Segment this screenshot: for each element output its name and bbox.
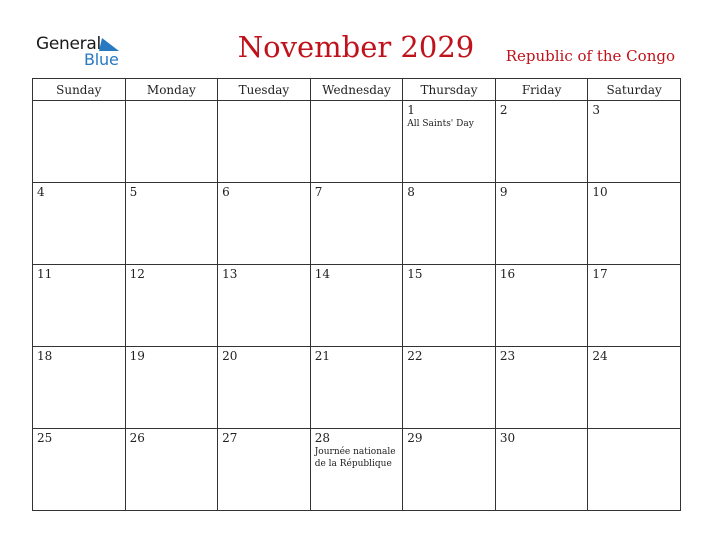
day-number: 17 — [592, 267, 608, 281]
day-number: 28 — [314, 431, 330, 445]
weekday-header: Wednesday — [310, 79, 403, 101]
day-cell — [33, 183, 126, 265]
day-cell — [588, 347, 681, 429]
holiday-label: All Saints' Day — [407, 119, 474, 129]
week-row — [33, 183, 681, 265]
day-cell — [125, 347, 218, 429]
week-row — [33, 265, 681, 347]
day-number: 7 — [314, 185, 323, 199]
day-cell — [495, 429, 588, 511]
day-cell — [33, 101, 126, 183]
day-number: 24 — [592, 349, 608, 363]
day-cell — [33, 429, 126, 511]
day-cell — [588, 265, 681, 347]
day-number: 4 — [37, 185, 45, 199]
day-number: 14 — [314, 267, 330, 281]
weekday-header: Tuesday — [218, 79, 311, 101]
day-number: 1 — [407, 103, 415, 117]
day-cell — [403, 429, 496, 511]
day-cell — [403, 347, 496, 429]
day-cell — [218, 183, 311, 265]
day-number: 23 — [499, 349, 516, 363]
day-number: 27 — [222, 431, 238, 445]
day-cell — [588, 101, 681, 183]
day-number: 13 — [222, 267, 238, 281]
day-number: 18 — [37, 349, 53, 363]
day-cell — [218, 429, 311, 511]
day-number: 6 — [222, 185, 230, 199]
month-title: November 2029 — [237, 30, 475, 64]
day-cell — [218, 265, 311, 347]
day-cell — [33, 265, 126, 347]
day-cell — [495, 347, 588, 429]
day-number: 5 — [129, 185, 138, 199]
day-number: 10 — [592, 185, 608, 199]
day-number: 8 — [407, 185, 415, 199]
day-number: 3 — [592, 103, 601, 117]
day-number: 20 — [222, 349, 238, 363]
weekday-header: Saturday — [588, 79, 681, 101]
weekday-header: Monday — [125, 79, 218, 101]
day-cell — [125, 265, 218, 347]
week-row — [33, 101, 681, 183]
calendar-grid — [32, 78, 681, 511]
day-number: 30 — [499, 431, 516, 445]
day-number: 25 — [37, 431, 53, 445]
day-cell — [310, 429, 403, 511]
day-cell — [218, 101, 311, 183]
day-number: 21 — [314, 349, 330, 363]
country-name: Republic of the Congo — [505, 47, 675, 65]
day-number: 16 — [499, 267, 516, 281]
logo-text-general: General — [36, 34, 101, 54]
day-cell — [495, 265, 588, 347]
day-cell — [495, 183, 588, 265]
day-cell — [588, 429, 681, 511]
day-cell — [495, 101, 588, 183]
day-number: 15 — [407, 267, 423, 281]
week-row — [33, 347, 681, 429]
day-cell — [403, 183, 496, 265]
day-number: 22 — [407, 349, 423, 363]
day-number: 9 — [499, 185, 508, 199]
weekday-header-row — [33, 79, 681, 101]
day-cell — [310, 183, 403, 265]
day-number: 29 — [407, 431, 423, 445]
logo-text-blue: Blue — [84, 50, 119, 69]
day-number: 2 — [499, 103, 508, 117]
day-cell — [125, 183, 218, 265]
day-cell — [33, 347, 126, 429]
day-cell — [588, 183, 681, 265]
holiday-label: Journée nationale de la République — [314, 447, 396, 469]
day-cell — [310, 347, 403, 429]
day-cell — [403, 265, 496, 347]
day-number: 19 — [129, 349, 145, 363]
day-cell — [310, 265, 403, 347]
day-cell — [310, 101, 403, 183]
day-number: 26 — [129, 431, 145, 445]
day-number: 11 — [37, 267, 53, 281]
weekday-header: Sunday — [33, 79, 126, 101]
day-number: 12 — [129, 267, 145, 281]
day-cell — [125, 429, 218, 511]
week-row — [33, 429, 681, 511]
weekday-header: Thursday — [403, 79, 496, 101]
day-cell — [403, 101, 496, 183]
weekday-header: Friday — [495, 79, 588, 101]
day-cell — [125, 101, 218, 183]
day-cell — [218, 347, 311, 429]
